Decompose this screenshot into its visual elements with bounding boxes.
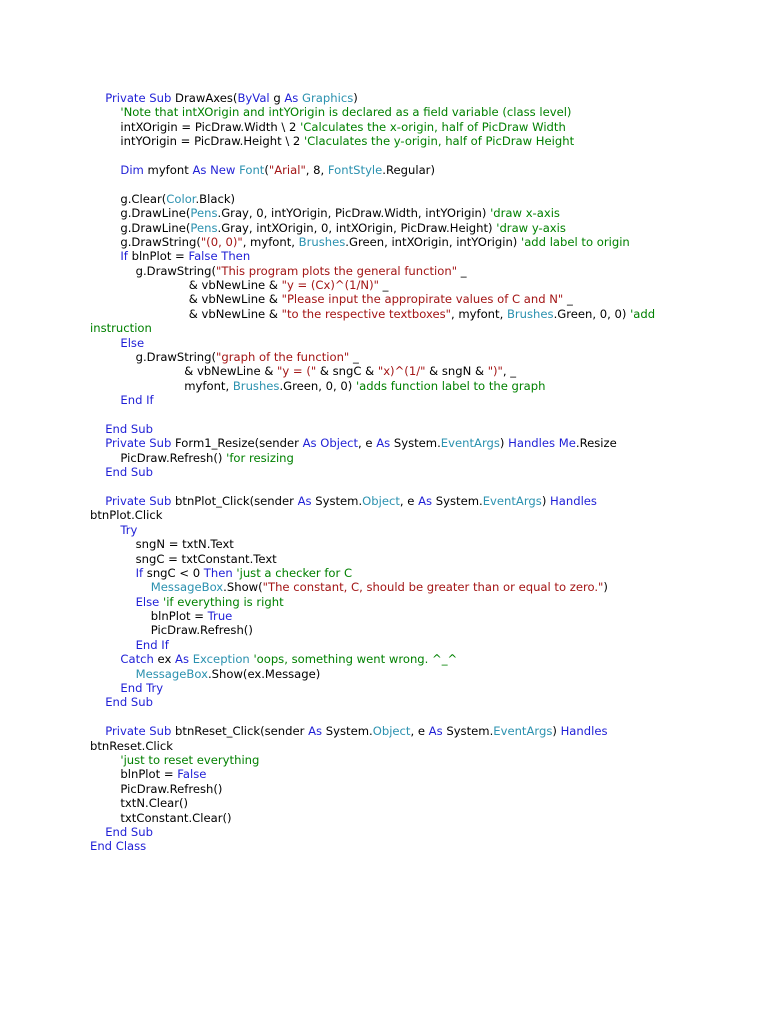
code-line: [90, 321, 760, 335]
code-token: 'just a checker for C: [236, 565, 353, 580]
code-token: If: [120, 249, 128, 264]
code-line: [90, 307, 760, 321]
code-token: myfont: [143, 162, 193, 177]
code-line: [90, 552, 760, 566]
code-line: [90, 465, 760, 479]
code-token: g.DrawString(: [135, 350, 217, 365]
code-token: g.DrawString(: [135, 263, 217, 278]
code-line: [90, 235, 760, 249]
code-token: blnPlot =: [150, 609, 208, 624]
code-line: [90, 177, 760, 191]
code-token: Brushes: [298, 234, 346, 249]
code-token: As: [297, 493, 312, 508]
code-token: Else: [120, 335, 145, 350]
code-token: , _: [502, 364, 517, 379]
code-token: Brushes: [506, 306, 554, 321]
code-token: blnPlot =: [127, 249, 189, 264]
code-token: EventArgs: [482, 493, 542, 508]
code-token: DrawAxes(: [175, 91, 238, 105]
code-token: Object: [362, 493, 400, 508]
code-token: , myfont,: [450, 306, 507, 321]
code-token: Private Sub: [105, 493, 176, 508]
code-line: [90, 825, 760, 839]
code-token: 'oops, something went wrong. ^_^: [253, 652, 458, 667]
code-token: blnPlot =: [120, 767, 178, 782]
code-token: btnPlot_Click(sender: [175, 493, 298, 508]
code-token: txtConstant.Clear(): [120, 810, 232, 825]
code-line: [90, 105, 760, 119]
code-line: [90, 523, 760, 537]
code-token: As: [175, 652, 190, 667]
code-line: [90, 782, 760, 796]
code-token: "graph of the function": [216, 350, 350, 365]
code-token: .Green, 0, 0): [279, 378, 356, 393]
code-token: As: [308, 724, 323, 739]
code-token: .Green, 0, 0): [553, 306, 631, 321]
code-token: EventArgs: [493, 724, 553, 739]
code-line: [90, 638, 760, 652]
code-token: , e: [399, 493, 419, 508]
code-line: [90, 163, 760, 177]
code-token: Handles: [560, 724, 608, 739]
code-token: Brushes: [232, 378, 280, 393]
code-token: g.Clear(: [120, 191, 167, 206]
code-token: & vbNewLine &: [188, 306, 282, 321]
code-line: [90, 379, 760, 393]
code-token: Try: [120, 522, 138, 537]
code-token: _: [349, 350, 359, 365]
code-line: [90, 667, 760, 681]
code-token: Private Sub: [105, 436, 176, 451]
code-document: [90, 91, 760, 854]
code-token: As: [376, 436, 391, 451]
code-token: MessageBox: [135, 666, 208, 681]
code-token: 'Claculates the y-origin, half of PicDraw Height: [303, 134, 575, 149]
code-line: [90, 623, 760, 637]
code-token: , myfont,: [242, 234, 299, 249]
code-token: .Gray, intXOrigin, 0, intXOrigin, PicDraw.Height): [217, 220, 497, 235]
code-token: intXOrigin = PicDraw.Width \ 2: [120, 119, 301, 134]
code-token: , e: [358, 436, 377, 451]
code-line: [90, 695, 760, 709]
code-token: sngC < 0: [143, 565, 204, 580]
code-line: [90, 350, 760, 364]
code-token: .Gray, 0, intYOrigin, PicDraw.Width, intYOrigin): [217, 206, 491, 221]
code-line: [90, 264, 760, 278]
code-line: [90, 839, 760, 853]
code-line: [90, 192, 760, 206]
code-token: "Please input the appropirate values of C and N": [281, 292, 564, 307]
code-line: [90, 681, 760, 695]
code-token: Catch: [120, 652, 154, 667]
code-line: [90, 134, 760, 148]
code-token: Private Sub: [105, 91, 176, 105]
code-token: As: [284, 91, 299, 105]
code-token: Then: [203, 565, 233, 580]
code-token: g.DrawLine(: [120, 206, 191, 221]
code-token: "The constant, C, should be greater than or equal to zero.": [262, 580, 604, 595]
code-token: System.: [432, 493, 483, 508]
code-line: [90, 436, 760, 450]
code-token: 'for resizing: [226, 450, 294, 465]
code-token: 'Calculates the x-origin, half of PicDraw Width: [300, 119, 566, 134]
code-line: [90, 451, 760, 465]
code-token: .Green, intXOrigin, intYOrigin): [345, 234, 522, 249]
code-token: (: [264, 162, 269, 177]
code-token: As New: [192, 162, 236, 177]
code-token: If: [135, 565, 144, 580]
code-token: 'Note that intXOrigin and intYOrigin is declared as a field variable (class level): [120, 105, 572, 120]
code-token: Pens: [190, 206, 218, 221]
code-line: [90, 710, 760, 724]
code-line: [90, 595, 760, 609]
code-token: PicDraw.Refresh(): [120, 781, 223, 796]
code-token: End Sub: [105, 421, 153, 436]
code-token: End Sub: [105, 695, 153, 710]
code-line: [90, 364, 760, 378]
code-token: Handles: [508, 436, 556, 451]
code-token: "x)^(1/": [377, 364, 426, 379]
code-token: ): [552, 724, 561, 739]
code-token: PicDraw.Refresh(): [150, 623, 253, 638]
code-line: [90, 609, 760, 623]
code-token: 'draw y-axis: [496, 220, 566, 235]
code-token: txtN.Clear(): [120, 796, 189, 811]
code-token: instruction: [90, 321, 152, 336]
code-token: Exception: [192, 652, 250, 667]
code-token: myfont,: [184, 378, 233, 393]
code-token: Object: [320, 436, 358, 451]
code-line: [90, 508, 760, 522]
code-line: [90, 393, 760, 407]
code-token: .Show(ex.Message): [207, 666, 321, 681]
code-token: Me: [558, 436, 576, 451]
code-token: _: [378, 278, 389, 293]
code-token: ")": [487, 364, 503, 379]
code-line: [90, 120, 760, 134]
code-token: False Then: [188, 249, 251, 264]
code-token: PicDraw.Refresh(): [120, 450, 227, 465]
code-token: System.: [442, 724, 494, 739]
code-token: End Sub: [105, 824, 153, 839]
code-token: & vbNewLine &: [188, 292, 282, 307]
code-token: EventArgs: [440, 436, 500, 451]
code-token: _: [563, 292, 573, 307]
code-line: [90, 494, 760, 508]
code-line: [90, 249, 760, 263]
code-token: Form1_Resize(sender: [175, 436, 303, 451]
code-token: Graphics: [302, 91, 354, 105]
code-token: "y = (Cx)^(1/N)": [281, 278, 379, 293]
code-token: 'just to reset everything: [120, 752, 260, 767]
code-token: sngN = txtN.Text: [135, 537, 234, 552]
code-token: & sngN &: [425, 364, 488, 379]
code-token: Else: [135, 594, 160, 609]
code-token: ): [603, 580, 608, 595]
code-token: True: [207, 609, 233, 624]
code-token: End If: [120, 393, 154, 408]
code-token: .Black): [195, 191, 236, 206]
code-line: [90, 724, 760, 738]
code-token: intYOrigin = PicDraw.Height \ 2: [120, 134, 304, 149]
code-token: btnReset.Click: [90, 738, 173, 753]
code-line: [90, 292, 760, 306]
code-token: ): [499, 436, 509, 451]
code-token: 'add: [630, 306, 656, 321]
code-token: End Class: [90, 839, 147, 854]
code-line: [90, 580, 760, 594]
code-line: [90, 278, 760, 292]
code-token: System.: [311, 493, 363, 508]
code-token: & vbNewLine &: [188, 278, 282, 293]
code-token: End Sub: [105, 465, 153, 480]
code-token: .Show(: [223, 580, 263, 595]
code-token: 'draw x-axis: [490, 206, 560, 221]
code-token: 'if everything is right: [163, 594, 284, 609]
code-token: _: [457, 263, 467, 278]
code-token: g.DrawLine(: [120, 220, 191, 235]
code-token: System.: [390, 436, 441, 451]
code-token: btnPlot.Click: [90, 508, 163, 523]
code-token: 'add label to origin: [521, 234, 630, 249]
code-token: "(0, 0)": [200, 234, 243, 249]
code-token: End If: [135, 637, 169, 652]
code-token: Pens: [190, 220, 218, 235]
code-token: & sngC &: [316, 364, 378, 379]
code-token: btnReset_Click(sender: [175, 724, 309, 739]
code-token: g: [269, 91, 285, 105]
code-token: System.: [322, 724, 373, 739]
code-line: [90, 422, 760, 436]
code-line: [90, 753, 760, 767]
code-token: As: [418, 493, 433, 508]
code-token: "This program plots the general function": [216, 263, 458, 278]
code-token: g.DrawString(: [120, 234, 201, 249]
code-line: [90, 811, 760, 825]
code-token: sngC = txtConstant.Text: [135, 551, 277, 566]
code-token: & vbNewLine &: [184, 364, 278, 379]
code-token: Private Sub: [105, 724, 176, 739]
code-token: Object: [372, 724, 411, 739]
code-token: Handles: [550, 493, 597, 508]
code-token: As: [302, 436, 317, 451]
code-token: .Resize: [575, 436, 617, 451]
code-line: [90, 739, 760, 753]
code-line: [90, 408, 760, 422]
code-token: MessageBox: [150, 580, 224, 595]
code-line: [90, 480, 760, 494]
code-token: "y = (": [277, 364, 317, 379]
code-token: As: [428, 724, 443, 739]
code-line: [90, 221, 760, 235]
code-line: [90, 566, 760, 580]
code-token: Font: [239, 162, 265, 177]
code-token: FontStyle: [327, 162, 383, 177]
code-line: [90, 336, 760, 350]
code-token: End Try: [120, 681, 164, 696]
code-token: ): [353, 91, 358, 105]
code-line: [90, 149, 760, 163]
code-token: Dim: [120, 162, 144, 177]
code-token: "to the respective textboxes": [281, 306, 451, 321]
code-token: ex: [153, 652, 176, 667]
code-token: , 8,: [305, 162, 328, 177]
code-line: [90, 796, 760, 810]
code-token: "Arial": [268, 162, 306, 177]
code-token: ): [541, 493, 551, 508]
code-token: Color: [166, 191, 196, 206]
code-line: [90, 206, 760, 220]
code-token: ByVal: [237, 91, 270, 105]
code-token: .Regular): [382, 162, 435, 177]
code-token: 'adds function label to the graph: [355, 378, 546, 393]
code-line: [90, 652, 760, 666]
code-token: , e: [410, 724, 429, 739]
code-token: False: [177, 767, 207, 782]
code-line: [90, 537, 760, 551]
code-line: [90, 767, 760, 781]
code-line: [90, 91, 760, 105]
